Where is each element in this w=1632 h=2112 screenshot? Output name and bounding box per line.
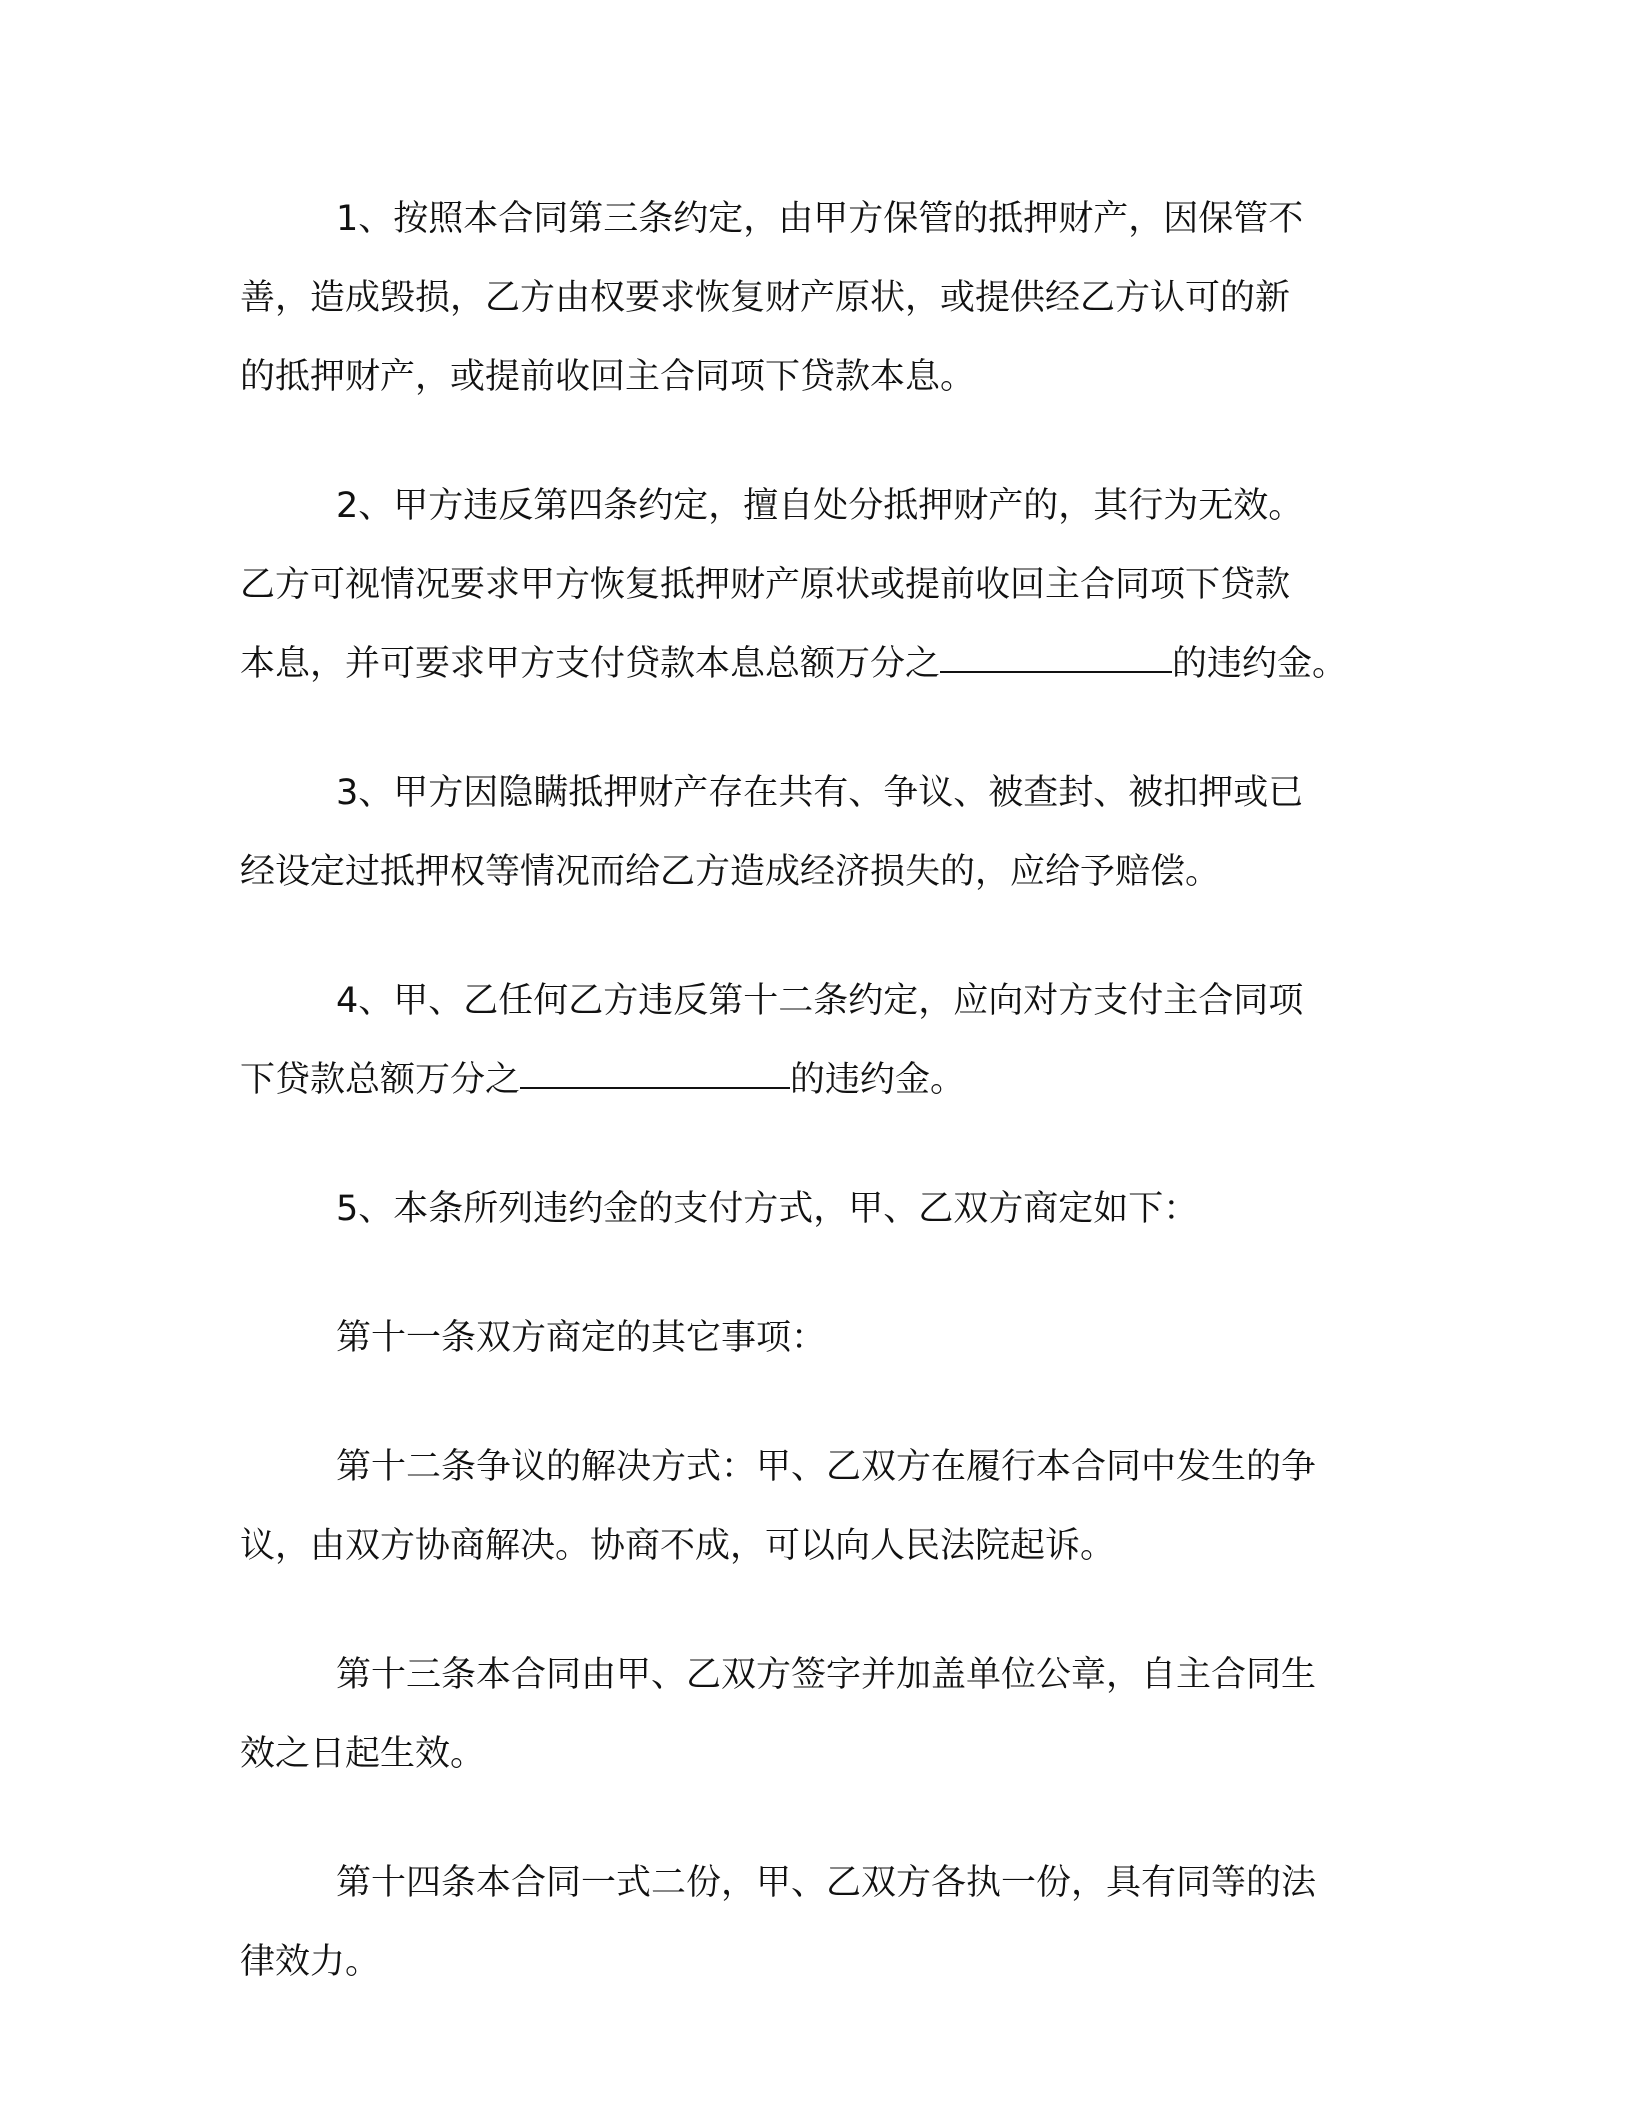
clause-2-paragraph bbox=[240, 467, 1380, 704]
text-line-with-blank bbox=[240, 625, 1380, 704]
text-line: 律效力。 bbox=[240, 1942, 381, 1982]
text-line: 效之日起生效。 bbox=[240, 1734, 486, 1774]
text-line: 善，造成毁损，乙方由权要求恢复财产原状，或提供经乙方认可的新 bbox=[240, 278, 1291, 318]
text-line: 3、甲方因隐瞒抵押财产存在共有、争议、被查封、被扣押或已 bbox=[336, 773, 1304, 813]
text-line: 1、按照本合同第三条约定，由甲方保管的抵押财产，因保管不 bbox=[336, 199, 1304, 239]
text-after-blank: 的违约金。 bbox=[1172, 644, 1348, 684]
document-page bbox=[240, 180, 1380, 2052]
text-line: 经设定过抵押权等情况而给乙方造成经济损失的，应给予赔偿。 bbox=[240, 852, 1221, 892]
text-line: 4、甲、乙任何乙方违反第十二条约定，应向对方支付主合同项 bbox=[336, 981, 1304, 1021]
clause-3-paragraph bbox=[240, 754, 1380, 912]
text-after-blank: 的违约金。 bbox=[790, 1060, 966, 1100]
article-12-paragraph bbox=[240, 1428, 1380, 1586]
article-11-paragraph bbox=[240, 1299, 1380, 1378]
text-line: 第十二条争议的解决方式：甲、乙双方在履行本合同中发生的争 bbox=[336, 1447, 1317, 1487]
fill-in-blank bbox=[520, 1052, 790, 1089]
clause-1-paragraph bbox=[240, 180, 1380, 417]
text-line: 2、甲方违反第四条约定，擅自处分抵押财产的，其行为无效。 bbox=[336, 486, 1304, 526]
text-line: 的抵押财产，或提前收回主合同项下贷款本息。 bbox=[240, 357, 976, 397]
text-line: 第十四条本合同一式二份，甲、乙双方各执一份，具有同等的法 bbox=[336, 1863, 1317, 1903]
fill-in-blank bbox=[940, 636, 1172, 673]
text-line: 第十三条本合同由甲、乙双方签字并加盖单位公章，自主合同生 bbox=[336, 1655, 1317, 1695]
text-line: 乙方可视情况要求甲方恢复抵押财产原状或提前收回主合同项下贷款 bbox=[240, 565, 1291, 605]
text-line: 第十一条双方商定的其它事项： bbox=[336, 1318, 827, 1358]
text-line: 议，由双方协商解决。协商不成，可以向人民法院起诉。 bbox=[240, 1526, 1116, 1566]
text-before-blank: 下贷款总额万分之 bbox=[240, 1060, 521, 1100]
text-line: 5、本条所列违约金的支付方式，甲、乙双方商定如下： bbox=[336, 1189, 1199, 1229]
article-14-paragraph bbox=[240, 1844, 1380, 2002]
text-before-blank: 本息，并可要求甲方支付贷款本息总额万分之 bbox=[240, 644, 941, 684]
clause-5-paragraph bbox=[240, 1170, 1380, 1249]
article-13-paragraph bbox=[240, 1636, 1380, 1794]
text-line-with-blank bbox=[240, 1041, 1380, 1120]
clause-4-paragraph bbox=[240, 962, 1380, 1120]
